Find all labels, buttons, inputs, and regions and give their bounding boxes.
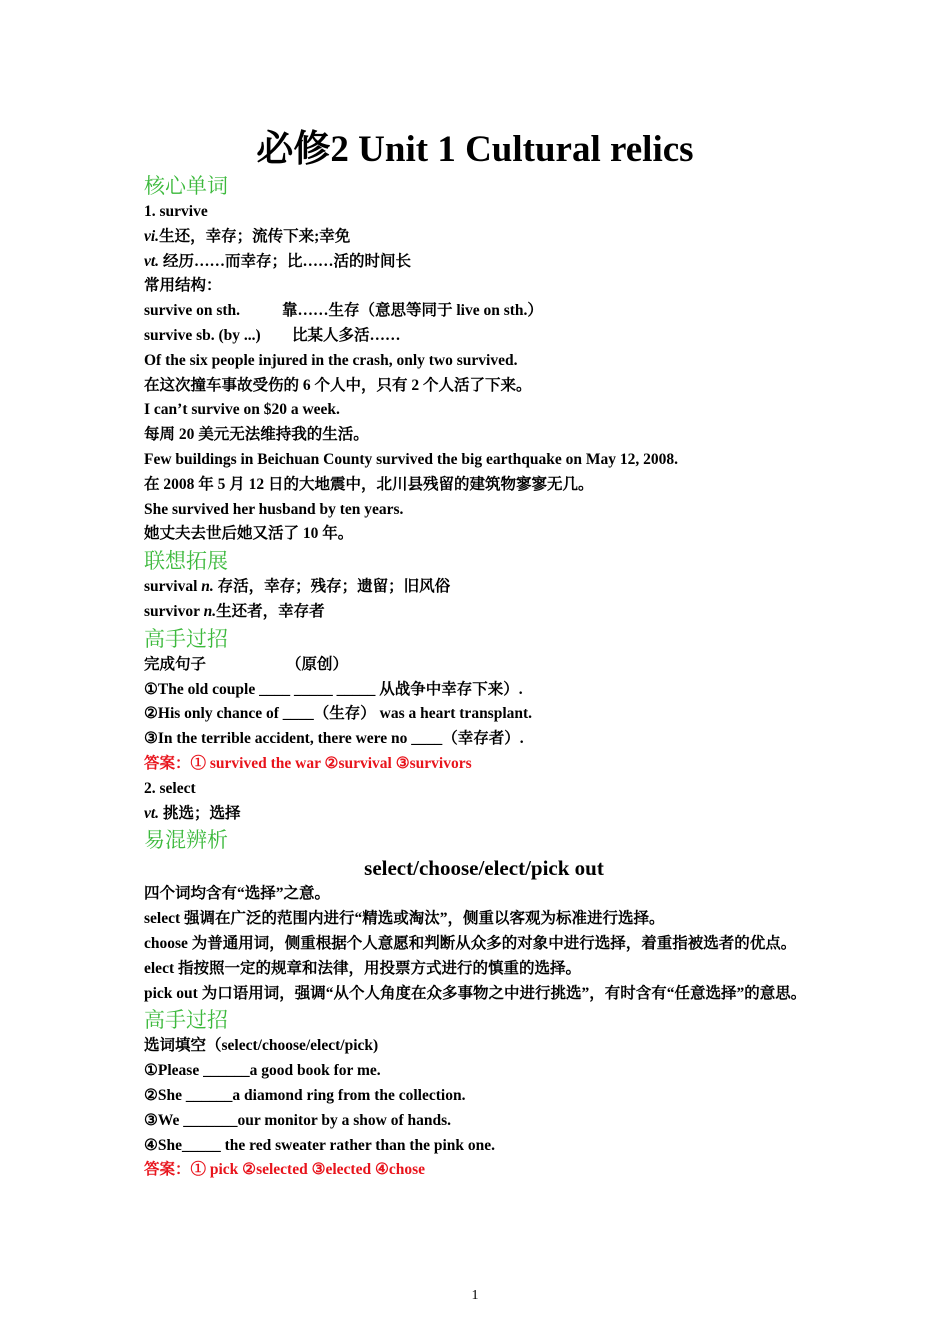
example-cn: 每周 20 美元无法维持我的生活。 [144,426,369,444]
structure-line [144,299,824,324]
definition-text: 生还，幸存；流传下来;幸免 [159,227,351,245]
definition-vt [144,802,824,827]
section-heading-core-words: 核心单词 [144,174,228,198]
exercise-question: ③In the terrible accident, there were no ____（幸存者）. [144,730,524,748]
exercise-question: ①Please ______a good book for me. [144,1062,381,1080]
example-cn: 她丈夫去世后她又活了 10 年。 [144,525,354,543]
exercise-label: 选词填空（select/choose/elect/pick) [144,1037,379,1055]
exercise-question: ④She_____ the red sweater rather than the pink one. [144,1136,496,1154]
answer-line: 答案：① survived the war ②survival ③survivors [144,754,472,772]
example-en: Few buildings in Beichuan County survived the big earthquake on May 12, 2008. [144,450,678,468]
derived-word: survivor n.生还者，幸存者 [144,602,325,620]
example-en: Of the six people injured in the crash, only two survived. [144,351,518,369]
structure-phrase: survive sb. (by ...) [144,326,261,344]
example-cn: 在 2008 年 5 月 12 日的大地震中，北川县残留的建筑物寥寥无几。 [144,475,594,493]
page-title: 必修2 Unit 1 Cultural relics [256,129,694,170]
example-en: I can’t survive on $20 a week. [144,401,340,419]
exercise-label: 完成句子 （原创） [144,655,349,673]
confusion-intro: 四个词均含有“选择”之意。 [144,885,331,903]
content-body [144,172,824,1183]
definition-text: 挑选；选择 [159,804,241,822]
structure-label: 常用结构： [144,277,222,295]
definition-vi [144,225,824,250]
confusion-paragraph: pick out 为口语用词，强调“从个人角度在众多事物之中进行挑选”，有时含有“任意选择”的意思。 [144,984,807,1002]
pos-label: vt. [144,252,160,270]
definition-text: 经历……而幸存；比……活的时间长 [159,252,411,270]
exercise-question: ②She ______a diamond ring from the collection. [144,1086,466,1104]
exercise-question: ②His only chance of ____（生存） was a heart transplant. [144,705,533,723]
exercise-question: ③We _______our monitor by a show of hands. [144,1111,452,1129]
section-heading-confusion: 易混辨析 [144,828,228,853]
confusion-paragraph: select 强调在广泛的范围内进行“精选或淘汰”，侧重以客观为标准进行选择。 [144,910,665,928]
section-heading-practice: 高手过招 [144,1008,228,1033]
section-heading-association: 联想拓展 [144,549,228,574]
answer-line: 答案：① pick ②selected ③elected ④chose [144,1161,426,1179]
word-heading: 1. survive [144,203,208,220]
confusion-heading: select/choose/elect/pick out [364,856,604,881]
definition-vt [144,250,824,275]
pos-label: vi. [144,227,160,245]
pos-label: vt. [144,804,160,822]
section-heading-practice: 高手过招 [144,626,228,651]
exercise-question: ①The old couple ____ _____ _____ 从战争中幸存下来）. [144,680,523,698]
example-en: She survived her husband by ten years. [144,500,404,518]
structure-meaning: 比某人多活…… [292,326,401,344]
confusion-paragraph: elect 指按照一定的规章和法律，用投票方式进行的慎重的选择。 [144,959,581,977]
structure-line [144,324,824,349]
word-heading: 2. select [144,779,196,797]
confusion-paragraph: choose 为普通用词，侧重根据个人意愿和判断从众多的对象中进行选择，着重指被选者的优点。 [144,934,797,952]
page-number: 1 [471,1288,479,1303]
example-cn: 在这次撞车事故受伤的 6 个人中，只有 2 个人活了下来。 [144,376,532,394]
derived-word: survival n. 存活，幸存；残存；遗留；旧风俗 [144,578,451,596]
structure-meaning: 靠……生存（意思等同于 live on sth.） [282,302,543,320]
structure-phrase: survive on sth. [144,302,241,320]
